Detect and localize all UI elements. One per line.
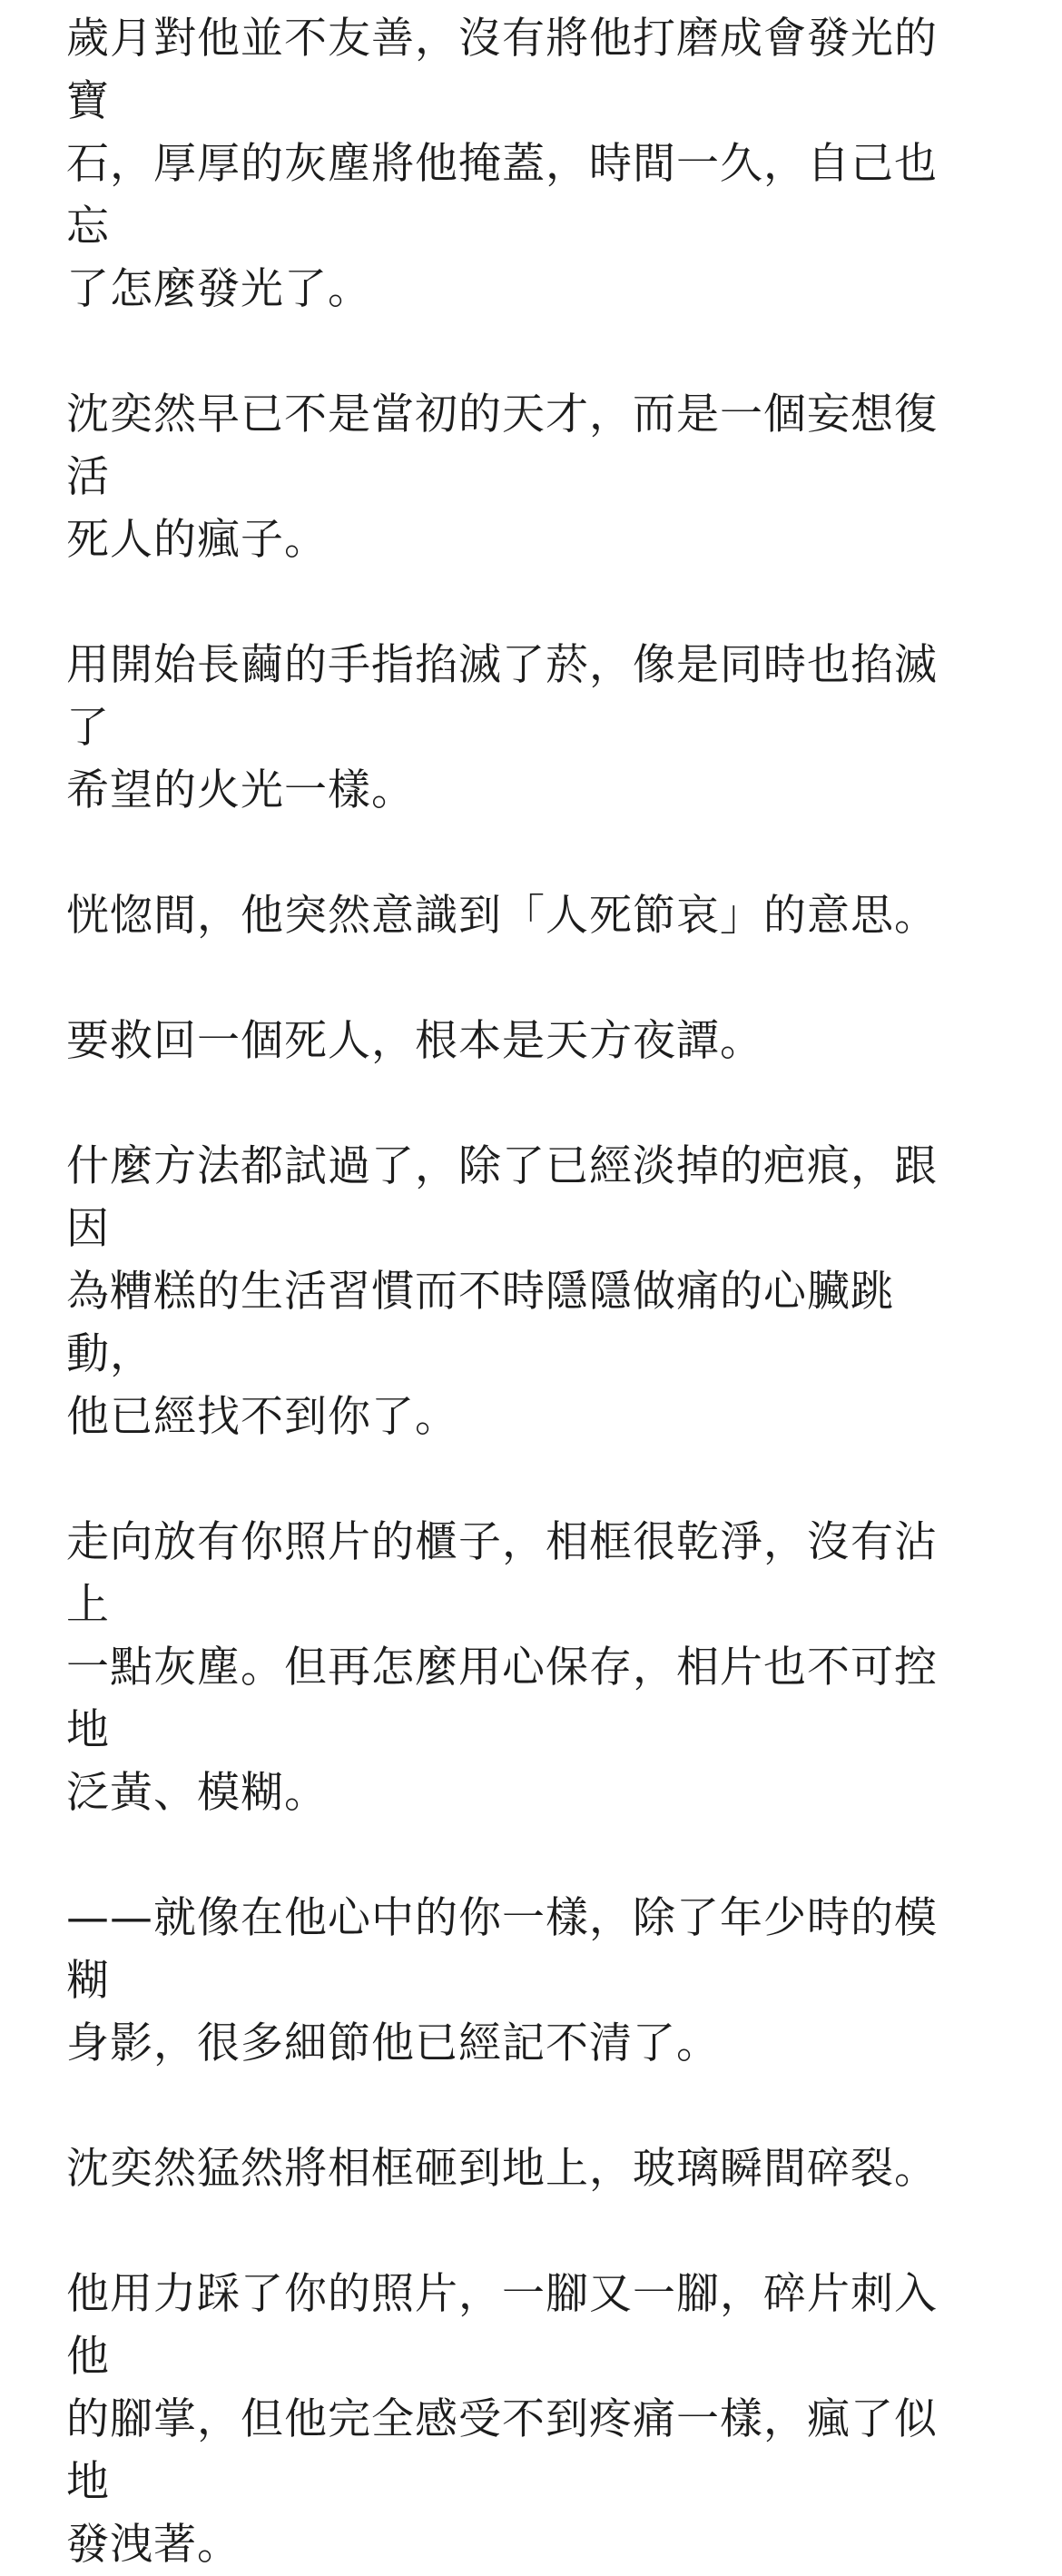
paragraph-7: 走向放有你照片的櫃子，相框很乾淨，沒有沾上 一點灰塵。但再怎麼用心保存，相片也不可控地 泛黃、模糊。 bbox=[66, 1517, 938, 1818]
paragraph-8: ——就像在他心中的你一樣，除了年少時的模糊 身影，很多細節他已經記不清了。 bbox=[66, 1893, 938, 2068]
paragraph-3: 用開始長繭的手指掐滅了菸，像是同時也掐滅了 希望的火光一樣。 bbox=[66, 640, 938, 815]
paragraph-9: 沈奕然猛然將相框砸到地上，玻璃瞬間碎裂。 bbox=[66, 2144, 938, 2194]
paragraph-2: 沈奕然早已不是當初的天才，而是一個妄想復活 死人的瘋子。 bbox=[66, 390, 938, 565]
paragraph-10: 他用力踩了你的照片，一腳又一腳，碎片刺入他 的腳掌，但他完全感受不到疼痛一樣，瘋了似地 發洩著。 bbox=[66, 2269, 938, 2570]
paragraph-6: 什麼方法都試過了，除了已經淡掉的疤痕，跟因 為糟糕的生活習慣而不時隱隱做痛的心臟跳動， 他已經找不到你了。 bbox=[66, 1141, 938, 1442]
paragraph-1: 歲月對他並不友善，沒有將他打磨成會發光的寶 石，厚厚的灰塵將他掩蓋，時間一久，自己也忘 了怎麼發光了。 bbox=[66, 14, 938, 314]
paragraph-5: 要救回一個死人，根本是天方夜譚。 bbox=[66, 1016, 763, 1066]
paragraph-4: 恍惚間，他突然意識到「人死節哀」的意思。 bbox=[66, 891, 938, 941]
